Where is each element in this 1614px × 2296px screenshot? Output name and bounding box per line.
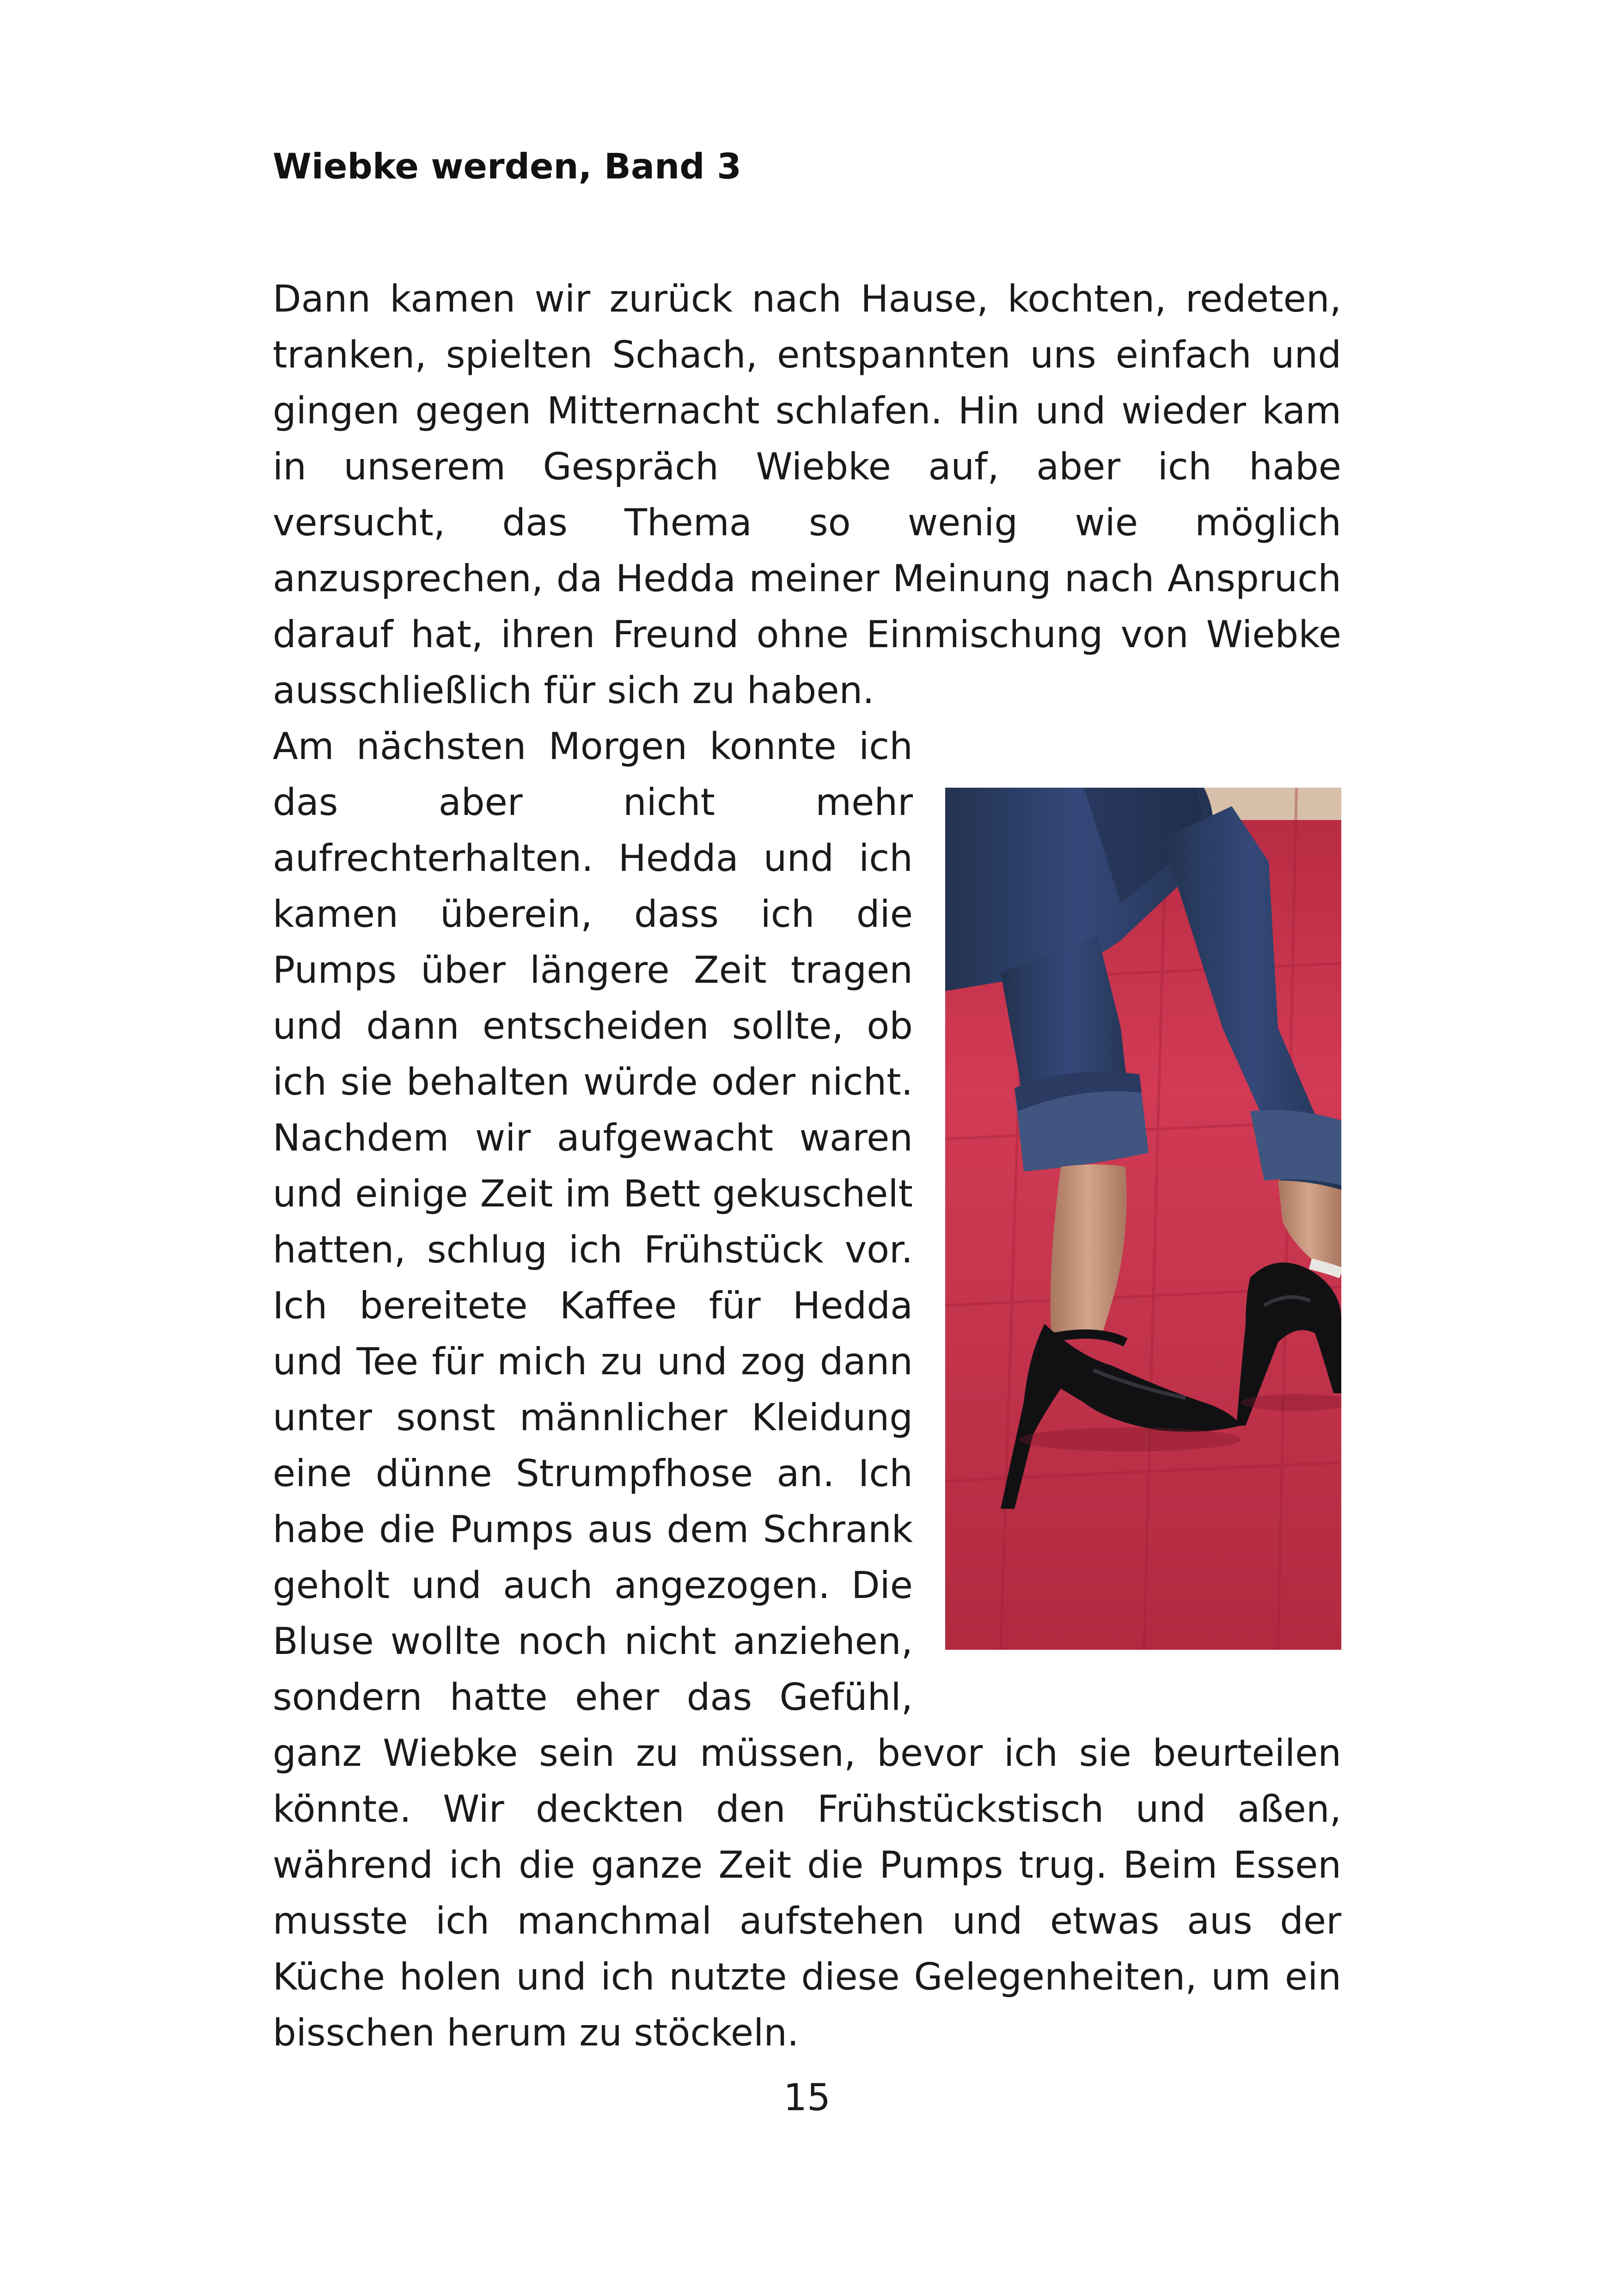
body-text — [273, 271, 1341, 2061]
photo-legs-pumps — [945, 788, 1341, 1650]
paragraph-2: Am nächsten Morgen konnte ich das aber nicht mehr aufrechterhalten. Hedda und ich kamen überein, dass ich die Pumps über längere Zeit tragen und dann entscheiden sollte, ob ich sie behalten würde oder nicht. Nachdem wir aufgewacht waren und einige Zeit im Bett gekuschelt hatten, schlug ich Frühstück vor. Ich bereitete Kaffee für Hedda und Tee für mich zu und zog dann unter sonst männlicher Kleidung eine dünne Strumpfhose an. Ich habe die Pumps aus dem Schrank geholt und auch angezogen. Die Bluse wollte noch nicht anziehen, sondern hatte eher das Gefühl, ganz Wiebke sein zu müssen, bevor ich sie beurteilen könnte. Wir deckten den Frühstückstisch und aßen, während ich die ganze Zeit die Pumps trug. Beim Essen musste ich manchmal aufstehen und etwas aus der Küche holen und ich nutzte diese Gelegenheiten, um ein bisschen herum zu stöckeln. — [273, 725, 1341, 2054]
page-header-title: Wiebke werden, Band 3 — [273, 146, 742, 187]
paragraph-2-wrapper — [273, 718, 1341, 2061]
photo-legs-in-jeans-and-black-pumps-icon — [945, 788, 1341, 1650]
page-number: 15 — [783, 2076, 831, 2119]
paragraph-1: Dann kamen wir zurück nach Hause, kochten, redeten, tranken, spielten Schach, entspannten uns einfach und gingen gegen Mitternacht schlafen. Hin und wieder kam in unserem Gespräch Wiebke auf, aber ich habe versucht, das Thema so wenig wie möglich anzusprechen, da Hedda meiner Meinung nach Anspruch darauf hat, ihren Freund ohne Einmischung von Wiebke ausschließlich für sich zu haben. — [273, 277, 1341, 712]
